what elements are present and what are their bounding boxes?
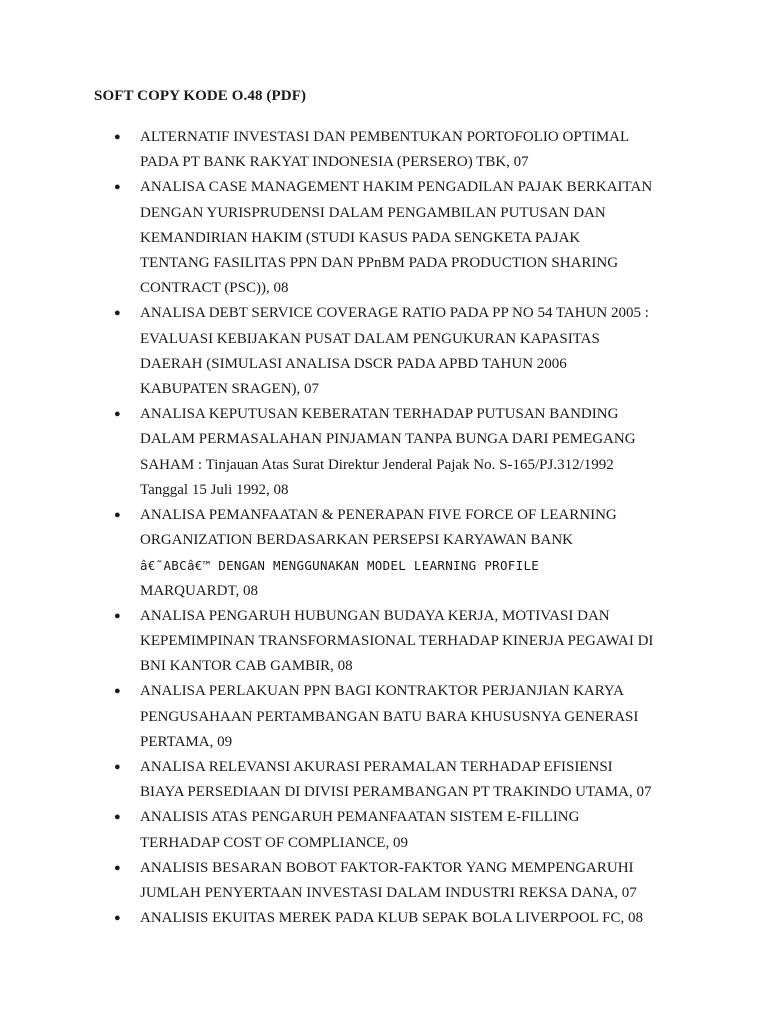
list-item (0, 856, 768, 906)
list-item-line: ANALISA RELEVANSI AKURASI PERAMALAN TERHADAP EFISIENSI (140, 759, 613, 776)
bullet-icon: ● (114, 181, 121, 194)
list-item-line: PERTAMA, 09 (140, 733, 233, 750)
list-item-line: PADA PT BANK RAKYAT INDONESIA (PERSERO) TBK, 07 (140, 154, 529, 171)
list-item (0, 175, 768, 301)
list-item (0, 906, 768, 931)
list-item (0, 301, 768, 402)
document-title: SOFT COPY KODE O.48 (PDF) (94, 88, 307, 104)
list-item-line: TENTANG FASILITAS PPN DAN PPnBM PADA PRODUCTION SHARING (140, 255, 619, 272)
list-item-line: ANALISIS EKUITAS MEREK PADA KLUB SEPAK BOLA LIVERPOOL FC, 08 (140, 910, 644, 927)
list-item-line: ANALISIS BESARAN BOBOT FAKTOR-FAKTOR YANG MEMPENGARUHI (140, 859, 634, 876)
list-item-line: CONTRACT (PSC)), 08 (140, 280, 289, 297)
list-item (0, 805, 768, 855)
list-item (0, 755, 768, 805)
list-item-line: KEPEMIMPINAN TRANSFORMASIONAL TERHADAP KINERJA PEGAWAI DI (140, 633, 654, 650)
bullet-icon: ● (114, 912, 121, 925)
list-item (0, 402, 768, 503)
bullet-icon: ● (114, 685, 121, 698)
list-item-line: TERHADAP COST OF COMPLIANCE, 09 (140, 834, 408, 851)
bullet-icon: ● (114, 131, 121, 143)
list-item-line: ANALISA PENGARUH HUBUNGAN BUDAYA KERJA, MOTIVASI DAN (140, 607, 610, 624)
list-item (0, 503, 768, 604)
list-item (0, 604, 768, 680)
list-item-line: BIAYA PERSEDIAAN DI DIVISI PERAMBANGAN PT TRAKINDO UTAMA, 07 (140, 784, 652, 801)
bullet-icon: ● (114, 811, 121, 824)
list-item-line: BNI KANTOR CAB GAMBIR, 08 (140, 658, 353, 675)
list-item-line: ANALISA PEMANFAATAN & PENERAPAN FIVE FORCE OF LEARNING (140, 507, 617, 524)
list-item-line: â€˜ABCâ€™ DENGAN MENGGUNAKAN MODEL LEARNING PROFILE (140, 558, 540, 574)
list-item-line: Tanggal 15 Juli 1992, 08 (140, 481, 289, 498)
list-item-line: ANALISIS ATAS PENGARUH PEMANFAATAN SISTEM E-FILLING (140, 809, 580, 826)
list-item-line: ANALISA PERLAKUAN PPN BAGI KONTRAKTOR PERJANJIAN KARYA (140, 683, 624, 700)
list-item-line: ORGANIZATION BERDASARKAN PERSEPSI KARYAWAN BANK (140, 532, 574, 549)
bullet-icon: ● (114, 307, 121, 320)
list-item (0, 679, 768, 755)
list-item-line: EVALUASI KEBIJAKAN PUSAT DALAM PENGUKURAN KAPASITAS (140, 330, 600, 347)
list-item-line: DAERAH (SIMULASI ANALISA DSCR PADA APBD TAHUN 2006 (140, 355, 567, 372)
bullet-icon: ● (114, 609, 121, 622)
list-item-line: KEMANDIRIAN HAKIM (STUDI KASUS PADA SENGKETA PAJAK (140, 229, 581, 246)
bullet-icon: ● (114, 861, 121, 874)
list-item (0, 125, 768, 175)
list-item-line: PENGUSAHAAN PERTAMBANGAN BATU BARA KHUSUSNYA GENERASI (140, 708, 639, 725)
list-item-line: MARQUARDT, 08 (140, 582, 259, 599)
list-item-line: SAHAM : Tinjauan Atas Surat Direktur Jenderal Pajak No. S-165/PJ.312/1992 (140, 456, 614, 473)
list-item-line: DENGAN YURISPRUDENSI DALAM PENGAMBILAN PUTUSAN DAN (140, 204, 606, 221)
list-item-line: ANALISA CASE MANAGEMENT HAKIM PENGADILAN PAJAK BERKAITAN (140, 179, 653, 196)
list-item-line: DALAM PERMASALAHAN PINJAMAN TANPA BUNGA DARI PEMEGANG (140, 431, 636, 448)
list-item-line: ANALISA DEBT SERVICE COVERAGE RATIO PADA PP NO 54 TAHUN 2005 : (140, 305, 649, 322)
bullet-icon: ● (114, 408, 121, 421)
bullet-icon: ● (114, 509, 121, 522)
list-item-line: JUMLAH PENYERTAAN INVESTASI DALAM INDUSTRI REKSA DANA, 07 (140, 885, 637, 902)
thesis-list (0, 125, 768, 932)
bullet-icon: ● (114, 761, 121, 774)
list-item-line: ALTERNATIF INVESTASI DAN PEMBENTUKAN PORTOFOLIO OPTIMAL (140, 129, 630, 145)
list-item-line: KABUPATEN SRAGEN), 07 (140, 381, 320, 398)
list-item-line: ANALISA KEPUTUSAN KEBERATAN TERHADAP PUTUSAN BANDING (140, 406, 619, 423)
